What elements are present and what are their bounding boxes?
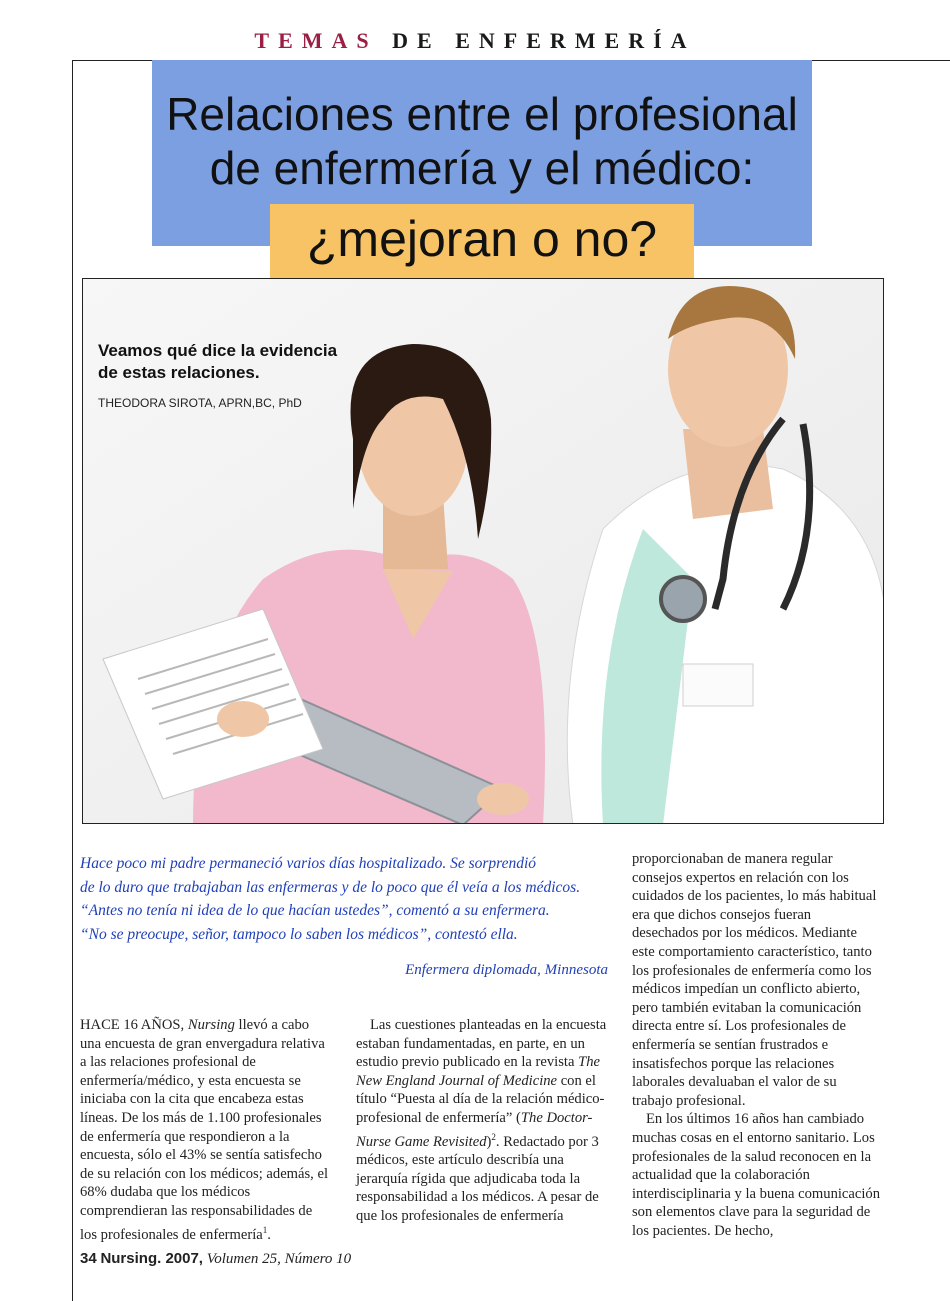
column2-ref: 2 xyxy=(491,1131,496,1142)
footer-volume: Volumen 25, Número 10 xyxy=(206,1251,352,1267)
column1-ref: 1 xyxy=(262,1224,268,1235)
section-header-temas: TEMAS xyxy=(254,28,378,53)
article-title-line1: Relaciones entre el profesional xyxy=(166,88,798,140)
article-title-line2: de enfermería y el médico: xyxy=(209,142,755,194)
body-column-1 xyxy=(80,1016,332,1244)
column2-text4: . Redactado por 3 médicos, este artículo describía una jerarquía rígida que adjudicaba toda la responsabilidad a los médicos. A pesar de que los profesionales de enfermería xyxy=(356,1133,599,1224)
column2-orig-title: The Doctor-Nurse Game Revisited xyxy=(356,1109,593,1150)
article-deck xyxy=(98,340,337,384)
column1-text: llevó a cabo una encuesta de gran envergadura relativa a las relaciones profesional de enfermería/médico, y esta encuesta se iniciaba con la cita que encabeza estas líneas. De los más de 1.100 profesionales de enfermería que respondieron a la encuesta, sólo el 43% se sentía satisfecho de su relación con los médicos; además, el 68% dudaba que los médicos comprendieran las responsabilidades de los profesionales de enfermería xyxy=(80,1017,329,1243)
column1-paragraph xyxy=(80,1016,332,1244)
column3-paragraph2: En los últimos 16 años han cambiado muchas cosas en el entorno sanitario. Los profesionales de la salud reconocen en la actualidad que la colaboración interdisciplinaria y la buena comunicación son elementos clave para la seguridad de los pacientes. De hecho, xyxy=(632,1111,881,1239)
deck-line1: Veamos qué dice la evidencia xyxy=(98,341,338,360)
body-column-2 xyxy=(356,1016,608,1225)
page-footer xyxy=(80,1250,351,1268)
quote-source: Enfermera diplomada, Minnesota xyxy=(405,962,608,978)
column1-magazine: Nursing xyxy=(187,1017,235,1033)
quote-line2: de lo duro que trabajaban las enfermeras y de lo poco que él veía a los médicos. xyxy=(80,878,581,896)
article-subtitle: ¿mejoran o no? xyxy=(306,211,658,267)
column2-text2: con el título “Puesta al día de la relación médico-profesional de enfermería” ( xyxy=(356,1072,605,1126)
column3-paragraph1: proporcionaban de manera regular consejos expertos en relación con los cuidados de los pacientes, lo más habitual era que dichos consejos fueran desechados por los médicos. Mediante este comportamiento característico, tanto los profesionales de enfermería como los médicos impedían un conflicto abierto, pero también evitaban la comunicación directa entre sí. Los profesionales de enfermería se sentían frustrados e insatisfechos porque las relaciones laborales devaluaban el valor de su trabajo profesional. xyxy=(632,851,877,1109)
quote-line3: “Antes no tenía ni idea de lo que hacían ustedes”, comentó a su enfermera. xyxy=(80,902,550,919)
column1-lead: HACE 16 AÑOS, xyxy=(80,1017,188,1033)
section-header-enfermeria: DE ENFERMERÍA xyxy=(392,28,696,53)
column2-text3: ) xyxy=(486,1133,492,1150)
column2-journal: The New England Journal of Medicine xyxy=(356,1054,600,1089)
deck-line2: de estas relaciones. xyxy=(98,363,260,382)
quote-line4: “No se preocupe, señor, tampoco lo saben los médicos”, contestó ella. xyxy=(80,925,518,943)
column2-text1: Las cuestiones planteadas en la encuesta estaban fundamentadas, en parte, en un estudio previo publicado en la revista xyxy=(356,1017,607,1071)
body-column-3 xyxy=(632,850,880,1240)
opening-quote xyxy=(80,852,620,946)
column1-end: . xyxy=(267,1226,271,1243)
footer-magazine: Nursing. 2007, xyxy=(100,1250,203,1267)
quote-line1: Hace poco mi padre permaneció varios días hospitalizado. Se sorprendió xyxy=(80,855,537,872)
page-number: 34 xyxy=(80,1250,97,1267)
author-byline: THEODORA SIROTA, APRN,BC, PhD xyxy=(98,396,302,410)
column2-paragraph xyxy=(356,1016,608,1225)
section-header xyxy=(0,28,950,54)
